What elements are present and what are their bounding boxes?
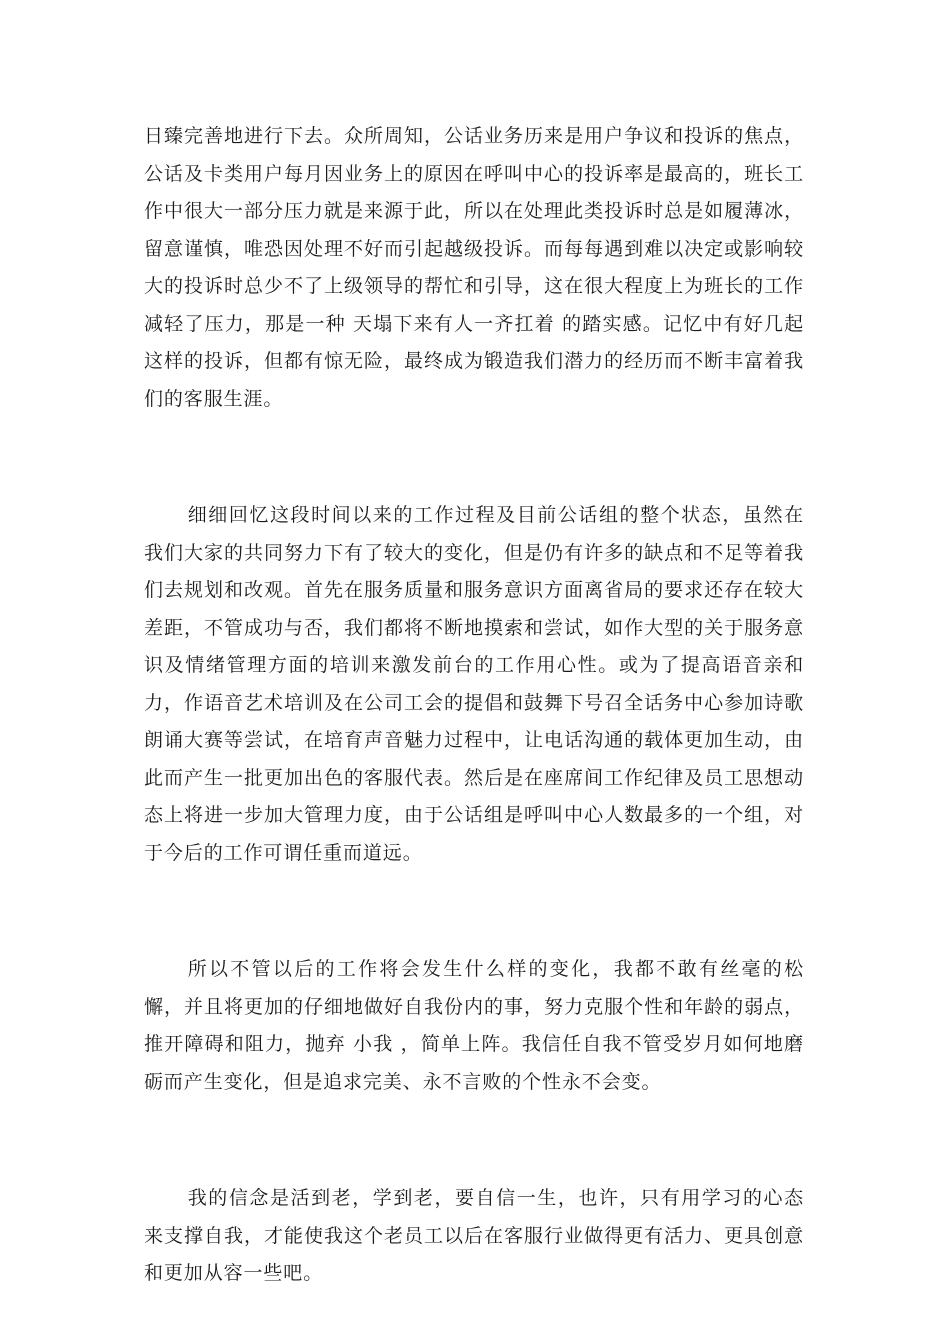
document-body [144, 118, 804, 1293]
paragraph-3: 所以不管以后的工作将会发生什么样的变化，我都不敢有丝毫的松懈，并且将更加的仔细地做好自我份内的事，努力克服个性和年龄的弱点，推开障碍和阻力，抛弃 小我 ，简单上阵。我信任自我不管受岁月如何地磨砺而产生变化，但是追求完美、永不言败的个性永不会变。 [144, 958, 804, 1093]
paragraph-2: 细细回忆这段时间以来的工作过程及目前公话组的整个状态，虽然在我们大家的共同努力下有了较大的变化，但是仍有许多的缺点和不足等着我们去规划和改观。首先在服务质量和服务意识方面离省局的要求还存在较大差距，不管成功与否，我们都将不断地摸索和尝试，如作大型的关于服务意识及情绪管理方面的培训来激发前台的工作用心性。或为了提高语音亲和力，作语音艺术培训及在公司工会的提倡和鼓舞下号召全话务中心参加诗歌朗诵大赛等尝试，在培育声音魅力过程中，让电话沟通的载体更加生动，由此而产生一批更加出色的客服代表。然后是在座席间工作纪律及员工思想动态上将进一步加大管理力度，由于公话组是呼叫中心人数最多的一个组，对于今后的工作可谓任重而道远。 [144, 504, 804, 864]
paragraph-1: 日臻完善地进行下去。众所周知，公话业务历来是用户争议和投诉的焦点，公话及卡类用户每月因业务上的原因在呼叫中心的投诉率是最高的，班长工作中很大一部分压力就是来源于此，所以在处理此类投诉时总是如履薄冰，留意谨慎，唯恐因处理不好而引起越级投诉。而每每遇到难以决定或影响较大的投诉时总少不了上级领导的帮忙和引导，这在很大程度上为班长的工作减轻了压力，那是一种 天塌下来有人一齐扛着 的踏实感。记忆中有好几起这样的投诉，但都有惊无险，最终成为锻造我们潜力的经历而不断丰富着我们的客服生涯。 [144, 125, 804, 410]
paragraph-4: 我的信念是活到老，学到老，要自信一生，也许，只有用学习的心态来支撑自我，才能使我这个老员工以后在客服行业做得更有活力、更具创意和更加从容一些吧。 [144, 1187, 804, 1284]
